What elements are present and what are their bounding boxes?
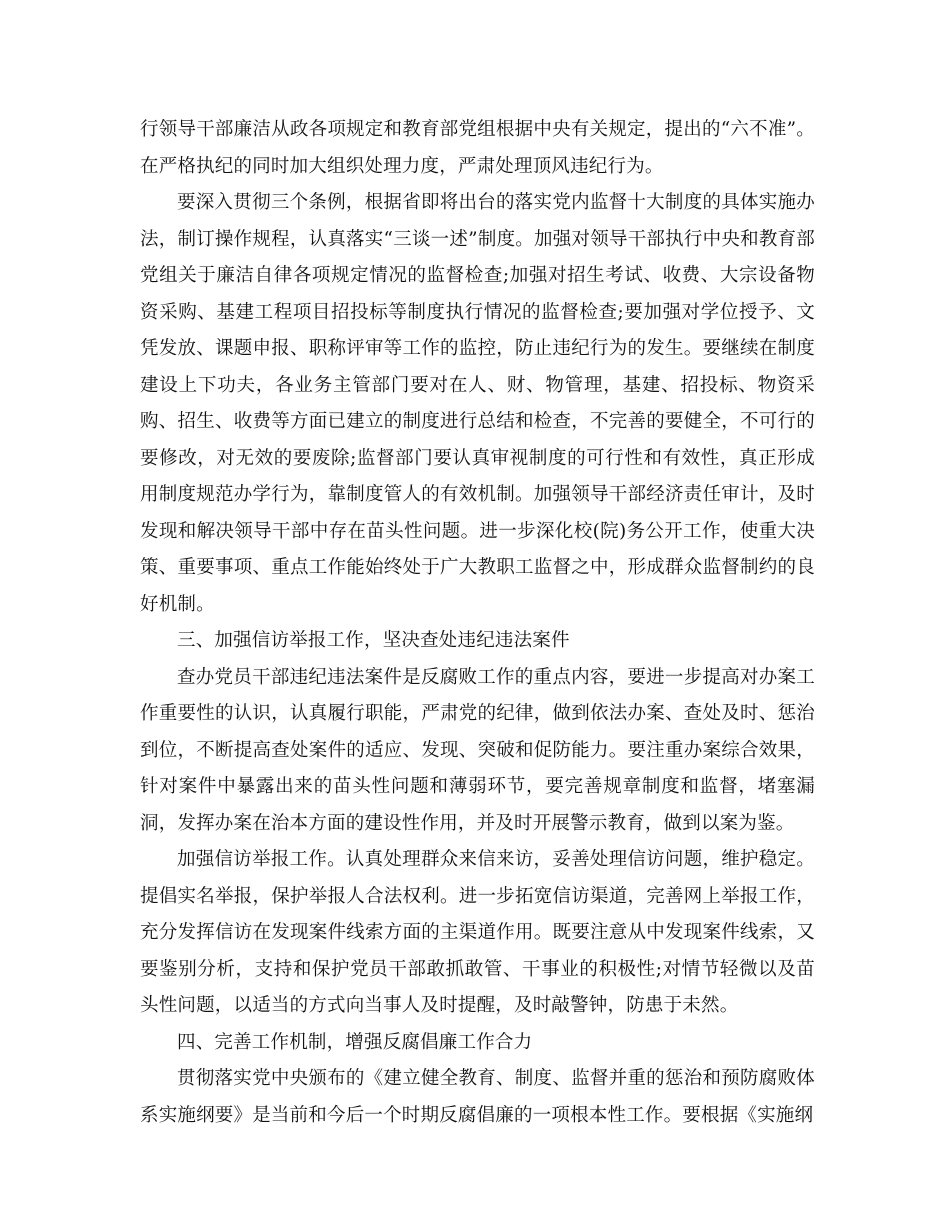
paragraph-implementation-outline: 贯彻落实党中央颁布的《建立健全教育、制度、监督并重的惩治和预防腐败体系实施纲要》是当前和今后一个时期反腐倡廉的一项根本性工作。要根据《实施纲 [140, 1068, 815, 1126]
document-body [140, 112, 815, 1134]
section-heading-4: 四、完善工作机制，增强反腐倡廉工作合力 [177, 1031, 533, 1053]
paragraph-continuation: 行领导干部廉洁从政各项规定和教育部党组根据中央有关规定，提出的“六不准”。在严格执纪的同时加大组织处理力度，严肃处理顶风违纪行为。 [140, 119, 815, 177]
paragraph-case-handling: 查办党员干部违纪违法案件是反腐败工作的重点内容，要进一步提高对办案工作重要性的认识，认真履行职能，严肃党的纪律，做到依法办案、查处及时、惩治到位，不断提高查处案件的适应、发现、突破和促防能力。要注重办案综合效果，针对案件中暴露出来的苗头性问题和薄弱环节，要完善规章制度和监督，堵塞漏洞，发挥办案在治本方面的建设性作用，并及时开展警示教育，做到以案为鉴。 [140, 666, 815, 834]
paragraph-supervision-system: 要深入贯彻三个条例，根据省即将出台的落实党内监督十大制度的具体实施办法，制订操作规程，认真落实“三谈一述”制度。加强对领导干部执行中央和教育部党组关于廉洁自律各项规定情况的监督检查;加强对招生考试、收费、大宗设备物资采购、基建工程项目招投标等制度执行情况的监督检查;要加强对学位授予、文凭发放、课题申报、职称评审等工作的监控，防止违纪行为的发生。要继续在制度建设上下功夫，各业务主管部门要对在人、财、物管理，基建、招投标、物资采购、招生、收费等方面已建立的制度进行总结和检查，不完善的要健全，不可行的要修改，对无效的要废除;监督部门要认真审视制度的可行性和有效性，真正形成用制度规范办学行为，靠制度管人的有效机制。加强领导干部经济责任审计，及时发现和解决领导干部中存在苗头性问题。进一步深化校(院)务公开工作，使重大决策、重要事项、重点工作能始终处于广大教职工监督之中，形成群众监督制约的良好机制。 [140, 192, 815, 615]
section-heading-3: 三、加强信访举报工作，坚决查处违纪违法案件 [177, 630, 570, 651]
paragraph-petition-reporting: 加强信访举报工作。认真处理群众来信来访，妥善处理信访问题，维护稳定。提倡实名举报，保护举报人合法权利。进一步拓宽信访渠道，完善网上举报工作，充分发挥信访在发现案件线索方面的主渠道作用。既要注意从中发现案件线索，又要鉴别分析，支持和保护党员干部敢抓敢管、干事业的积极性;对情节轻微以及苗头性问题，以适当的方式向当事人及时提醒，及时敲警钟，防患于未然。 [140, 849, 815, 1016]
